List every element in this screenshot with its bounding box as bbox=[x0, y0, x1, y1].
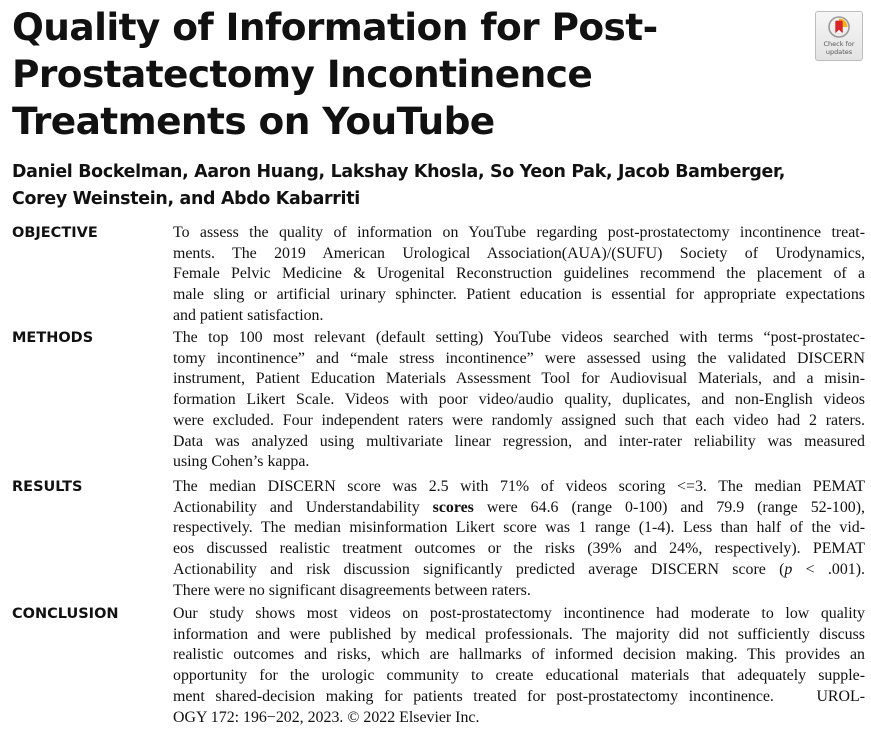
text-line: The top 100 most relevant (default setting) YouTube videos searched with terms “post-prostatec- bbox=[173, 329, 865, 346]
text-line: realistic outcomes and risks, which are hallmarks of informed decision making. This provides an bbox=[173, 646, 865, 664]
title-line: Prostatectomy Incontinence bbox=[12, 52, 593, 96]
text-line: instrument, Patient Education Materials Assessment Tool for Audiovisual Materials, and a misin- bbox=[173, 370, 865, 388]
authors-line: Corey Weinstein, and Abdo Kabarriti bbox=[12, 189, 360, 209]
text-line: Female Pelvic Medicine & Urogenital Reconstruction guidelines recommend the placement of a bbox=[173, 265, 865, 283]
text-line: respectively. The median misinformation Likert score was 1 range (1-4). Less than half of the vid- bbox=[173, 519, 865, 537]
text-line: The median DISCERN score was 2.5 with 71% of videos scoring <=3. The median PEMAT bbox=[173, 478, 865, 495]
badge-text-line: updates bbox=[825, 47, 853, 56]
text-line: male sling or artificial urinary sphincter. Patient education is essential for appropriate expectations bbox=[173, 286, 865, 304]
text-line: tomy incontinence” and “male stress incontinence” were assessed using the validated DISCERN bbox=[173, 349, 865, 367]
check-for-updates-badge[interactable] bbox=[815, 11, 863, 61]
text-line bbox=[173, 560, 865, 581]
italic-p-value: p bbox=[784, 560, 793, 578]
check-for-updates-icon bbox=[828, 16, 850, 38]
objective-label: OBJECTIVE bbox=[12, 225, 98, 241]
text-line: There were no significant disagreements between raters. bbox=[173, 581, 531, 599]
text-line: and patient satisfaction. bbox=[173, 306, 324, 324]
text-line: formation Likert Scale. Videos with poor video/audio quality, duplicates, and non-English videos bbox=[173, 391, 865, 409]
text-line: To assess the quality of information on YouTube regarding post-prostatectomy incontinence treat- bbox=[173, 224, 865, 241]
objective-text bbox=[173, 223, 865, 327]
text-line: using Cohen’s kappa. bbox=[173, 453, 310, 471]
title-line: Treatments on YouTube bbox=[12, 99, 495, 143]
methods-label: METHODS bbox=[12, 330, 94, 346]
text-fragment: were 64.6 (range 0-100) and 79.9 (range 52-100), bbox=[473, 498, 865, 516]
text-fragment: Actionability and Understandability bbox=[173, 498, 433, 516]
text-fragment: < .001). bbox=[792, 560, 865, 578]
title-line: Quality of Information for Post- bbox=[12, 5, 658, 49]
text-fragment: Actionability and risk discussion significantly predicted average DISCERN score ( bbox=[173, 560, 785, 578]
text-line: Data was analyzed using multivariate linear regression, and inter-rater reliability was measured bbox=[173, 432, 865, 450]
text-line: OGY 172: 196−202, 2023. © 2022 Elsevier Inc. bbox=[173, 708, 480, 726]
badge-text-line: Check for bbox=[823, 40, 855, 48]
author-list bbox=[12, 159, 842, 213]
text-line: were excluded. Four independent raters were randomly assigned such that each video had 2 raters. bbox=[173, 411, 865, 429]
article-title bbox=[12, 4, 772, 145]
methods-text bbox=[173, 328, 865, 473]
results-label: RESULTS bbox=[12, 479, 83, 495]
bold-term: scores bbox=[432, 498, 474, 516]
text-line bbox=[173, 498, 865, 519]
check-for-updates-label bbox=[816, 41, 862, 56]
text-line: information and were published by medical professionals. The majority did not sufficiently discuss bbox=[173, 625, 865, 643]
results-text bbox=[173, 477, 865, 601]
text-line: ment shared-decision making for patients treated for post-prostatectomy incontinence. UROL- bbox=[173, 687, 865, 705]
text-line: eos discussed realistic treatment outcomes or the risks (39% and 24%, respectively). PEMAT bbox=[173, 540, 865, 558]
conclusion-text bbox=[173, 604, 865, 728]
text-line: opportunity for the urologic community to create educational materials that adequately supple- bbox=[173, 667, 865, 685]
text-line: Our study shows most videos on post-prostatectomy incontinence had moderate to low quality bbox=[173, 605, 865, 622]
conclusion-label: CONCLUSION bbox=[12, 606, 119, 622]
text-line: ments. The 2019 American Urological Association(AUA)/(SUFU) Society of Urodynamics, bbox=[173, 244, 865, 262]
authors-line: Daniel Bockelman, Aaron Huang, Lakshay Khosla, So Yeon Pak, Jacob Bamberger, bbox=[12, 162, 786, 182]
